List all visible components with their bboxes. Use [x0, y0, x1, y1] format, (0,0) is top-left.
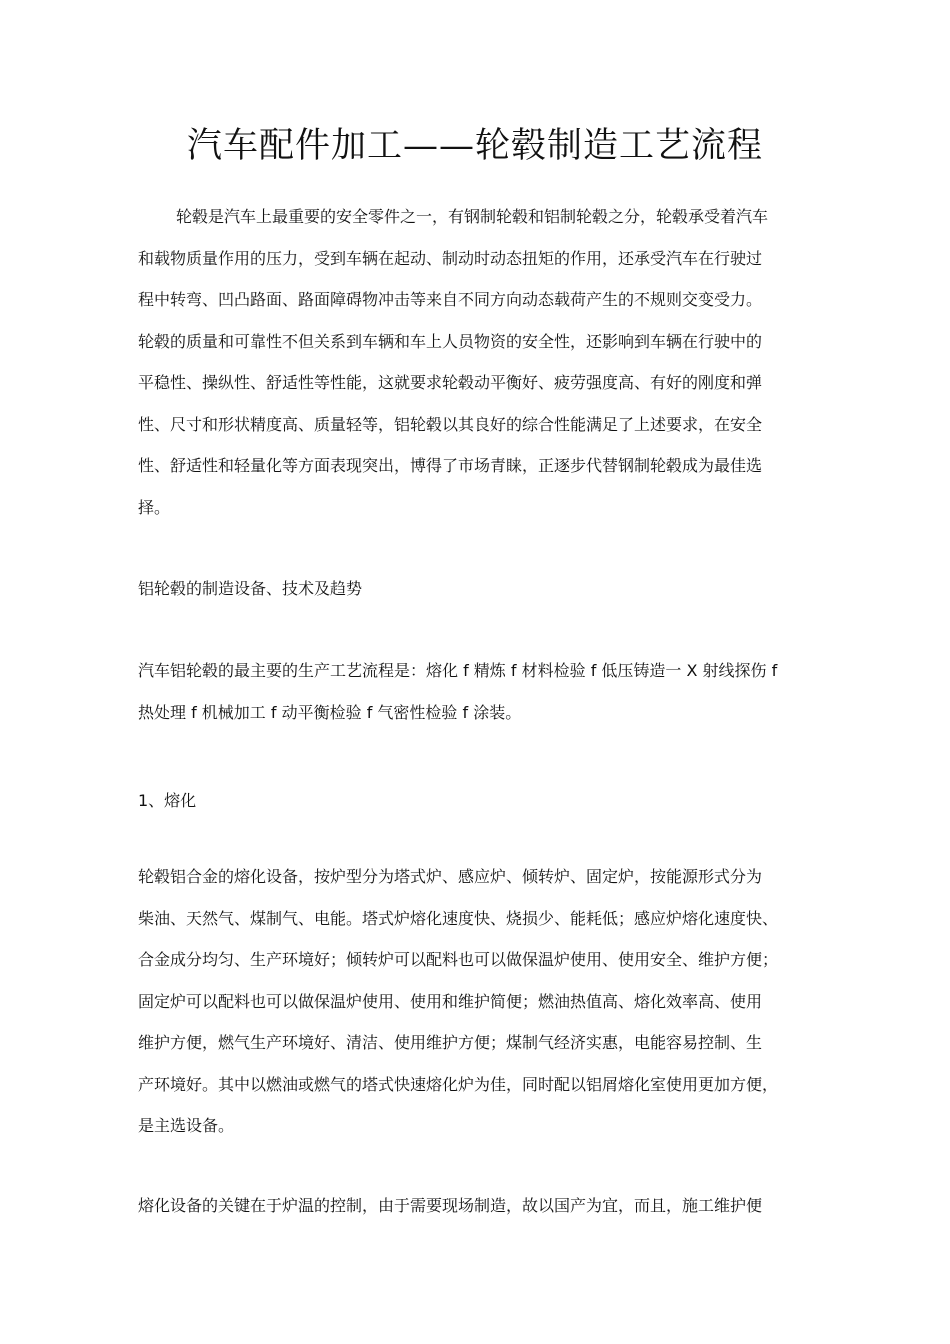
section-heading-block — [138, 568, 822, 610]
paragraph-line: 轮毂铝合金的熔化设备，按炉型分为塔式炉、感应炉、倾转炉、固定炉，按能源形式分为 — [138, 867, 763, 886]
paragraph-line: 汽车铝轮毂的最主要的生产工艺流程是：熔化 f 精炼 f 材料检验 f 低压铸造一 X 射线探伤 f — [138, 661, 778, 680]
paragraph-line: 和载物质量作用的压力，受到车辆在起动、制动时动态扭矩的作用，还承受汽车在行驶过 — [138, 248, 763, 268]
paragraph-line: 程中转弯、凹凸路面、路面障碍物冲击等来自不同方向动态载荷产生的不规则交变受力。 — [138, 290, 763, 309]
paragraph-line: 合金成分均匀、生产环境好；倾转炉可以配料也可以做保温炉使用、使用安全、维护方便； — [138, 950, 779, 969]
document-title: 汽车配件加工——轮毂制造工艺流程 — [186, 126, 763, 166]
intro-paragraph — [138, 196, 822, 528]
section-heading: 铝轮毂的制造设备、技术及趋势 — [138, 579, 363, 598]
step-heading: 1、熔化 — [138, 791, 197, 810]
paragraph-line: 固定炉可以配料也可以做保温炉使用、使用和维护简便；燃油热值高、熔化效率高、使用 — [138, 991, 763, 1011]
paragraph-line: 性、尺寸和形状精度高、质量轻等，铝轮毂以其良好的综合性能满足了上述要求，在安全 — [138, 414, 763, 434]
paragraph-line: 轮毂的质量和可靠性不但关系到车辆和车上人员物资的安全性，还影响到车辆在行驶中的 — [138, 331, 763, 351]
melting-paragraph — [138, 856, 822, 1147]
paragraph-line: 熔化设备的关键在于炉温的控制，由于需要现场制造，故以国产为宜，而且，施工维护便 — [138, 1196, 763, 1215]
control-paragraph — [138, 1185, 822, 1227]
paragraph-line: 性、舒适性和轻量化等方面表现突出，博得了市场青睐，正逐步代替钢制轮毂成为最佳选 — [138, 456, 763, 475]
paragraph-line: 择。 — [138, 497, 171, 517]
paragraph-line: 轮毂是汽车上最重要的安全零件之一，有钢制轮毂和铝制轮毂之分，轮毂承受着汽车 — [176, 207, 769, 226]
process-paragraph — [138, 650, 822, 733]
step-heading-block — [138, 780, 822, 822]
paragraph-line: 热处理 f 机械加工 f 动平衡检验 f 气密性检验 f 涂装。 — [138, 702, 522, 722]
paragraph-line: 柴油、天然气、煤制气、电能。塔式炉熔化速度快、烧损少、能耗低；感应炉熔化速度快、 — [138, 908, 779, 928]
paragraph-line: 平稳性、操纵性、舒适性等性能，这就要求轮毂动平衡好、疲劳强度高、有好的刚度和弹 — [138, 373, 763, 392]
paragraph-line: 是主选设备。 — [138, 1116, 235, 1135]
paragraph-line: 产环境好。其中以燃油或燃气的塔式快速熔化炉为佳，同时配以铝屑熔化室使用更加方便， — [138, 1074, 779, 1094]
paragraph-line: 维护方便，燃气生产环境好、清洁、使用维护方便；煤制气经济实惠，电能容易控制、生 — [138, 1033, 763, 1052]
